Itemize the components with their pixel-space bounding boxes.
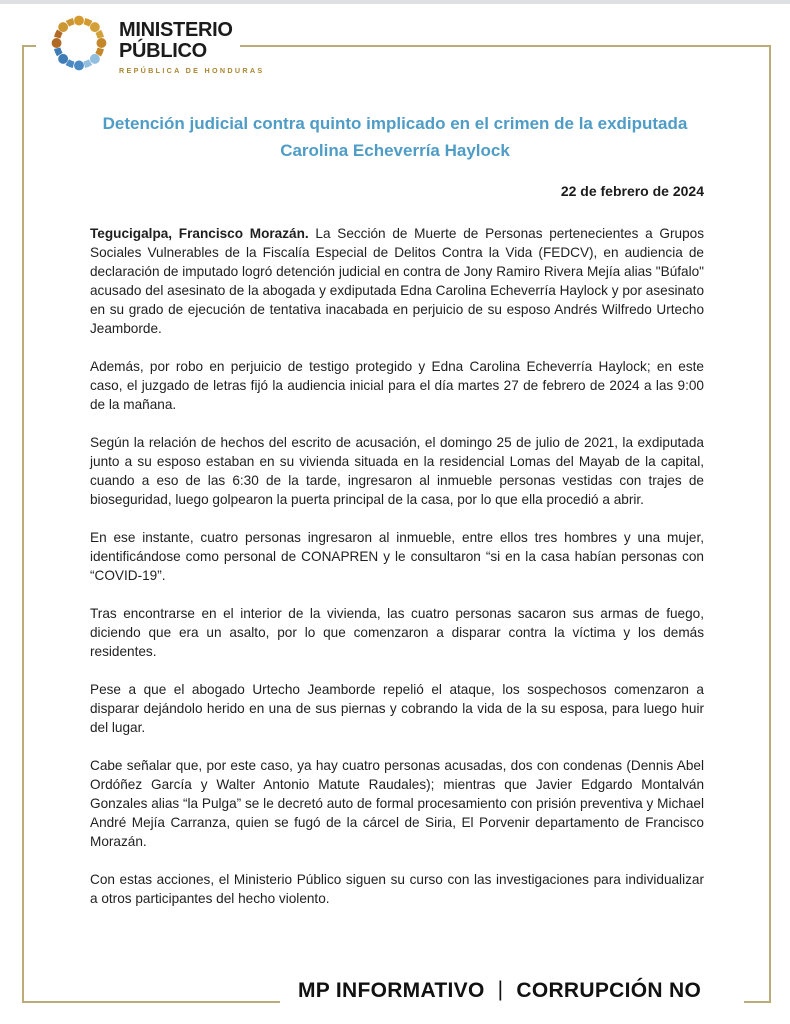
body-paragraph-2 [90, 357, 704, 414]
article-title-line1: Detención judicial contra quinto implicado en el crimen de la exdiputada [102, 114, 688, 133]
logo-subtitle: REPÚBLICA DE HONDURAS [119, 66, 265, 75]
ministerio-publico-logo [46, 10, 264, 76]
body-paragraph-1 [90, 224, 704, 338]
paragraph-text: Tras encontrarse en el interior de la vivienda, las cuatro personas sacaron sus armas de fuego, diciendo que era un asalto, por lo que comenzaron a disparar contra la víctima y los demás residentes. [90, 606, 704, 659]
people-circle-logo-icon [46, 10, 112, 76]
frame-border-top [240, 45, 771, 47]
logo-text-block [119, 10, 264, 75]
paragraph-text: Además, por robo en perjuicio de testigo protegido y Edna Carolina Echeverría Haylock; en este caso, el juzgado de letras fijó la audiencia inicial para el día martes 27 de febrero de 2024 a las 9:00 de la mañana. [90, 359, 704, 412]
frame-border-bottom-left [22, 1001, 280, 1003]
article-title [95, 110, 695, 164]
article-date: 22 de febrero de 2024 [560, 183, 704, 199]
frame-border-bottom-right [744, 1001, 771, 1003]
body-paragraph-3 [90, 433, 704, 509]
frame-border-right [769, 45, 771, 1003]
paragraph-text: La Sección de Muerte de Personas pertenecientes a Grupos Sociales Vulnerables de la Fiscalía Especial de Delitos Contra la Vida (FEDCV), en audiencia de declaración de imputado logró detención judicial en contra de Jony Ramiro Rivera Mejía alias "Búfalo" acusado del asesinato de la abogada y exdiputada Edna Carolina Echeverría Haylock y por asesinato en su grado de ejecución de tentativa inacabada en perjuicio de su esposo Andrés Wilfredo Urtecho Jeamborde. [90, 226, 704, 336]
footer-slogan [298, 979, 701, 1003]
body-paragraph-8 [90, 870, 704, 908]
footer-separator: | [497, 978, 504, 1001]
paragraph-lead: Tegucigalpa, Francisco Morazán. [90, 226, 309, 241]
footer-slogan-right: CORRUPCIÓN NO [516, 979, 702, 1002]
body-paragraph-5 [90, 604, 704, 661]
logo-name-line2: PÚBLICO [119, 40, 207, 62]
paragraph-text: En ese instante, cuatro personas ingresaron al inmueble, entre ellos tres hombres y una mujer, identificándose como personal de CONAPREN y le consultaron “si en la casa habían personas con “COVID-19”. [90, 530, 704, 583]
body-paragraph-6 [90, 680, 704, 737]
paragraph-text: Con estas acciones, el Ministerio Público siguen su curso con las investigaciones para individualizar a otros participantes del hecho violento. [90, 872, 704, 906]
article-body [90, 224, 704, 927]
paragraph-text: Cabe señalar que, por este caso, ya hay cuatro personas acusadas, dos con condenas (Dennis Abel Ordóñez García y Walter Antonio Matute Raudales); mientras que Javier Edgardo Montalván Gonzales alias “la Pulga” se le decretó auto de formal procesamiento con prisión preventiva y Michael André Mejía Carranza, quien se fugó de la cárcel de Siria, El Porvenir departamento de Francisco Morazán. [90, 758, 704, 849]
paragraph-text: Pese a que el abogado Urtecho Jeamborde repelió el ataque, los sospechosos comenzaron a disparar dejándolo herido en una de sus piernas y cobrando la vida de la su esposa, para luego huir del lugar. [90, 682, 704, 735]
frame-border-left [22, 45, 24, 1003]
logo-name-line1: MINISTERIO [119, 19, 233, 41]
body-paragraph-7 [90, 756, 704, 851]
article-title-line2: Carolina Echeverría Haylock [280, 141, 510, 160]
paragraph-text: Según la relación de hechos del escrito de acusación, el domingo 25 de julio de 2021, la exdiputada junto a su esposo estaban en su vivienda situada en la residencial Lomas del Mayab de la capital, cuando a eso de las 6:30 de la tarde, ingresaron al inmueble personas vestidas con trajes de bioseguridad, luego golpearon la puerta principal de la casa, por lo que ella procedió a abrir. [90, 435, 704, 507]
body-paragraph-4 [90, 528, 704, 585]
screen-top-edge [0, 0, 790, 4]
frame-border-top-stub [22, 45, 36, 47]
footer-slogan-left: MP INFORMATIVO [298, 979, 485, 1002]
